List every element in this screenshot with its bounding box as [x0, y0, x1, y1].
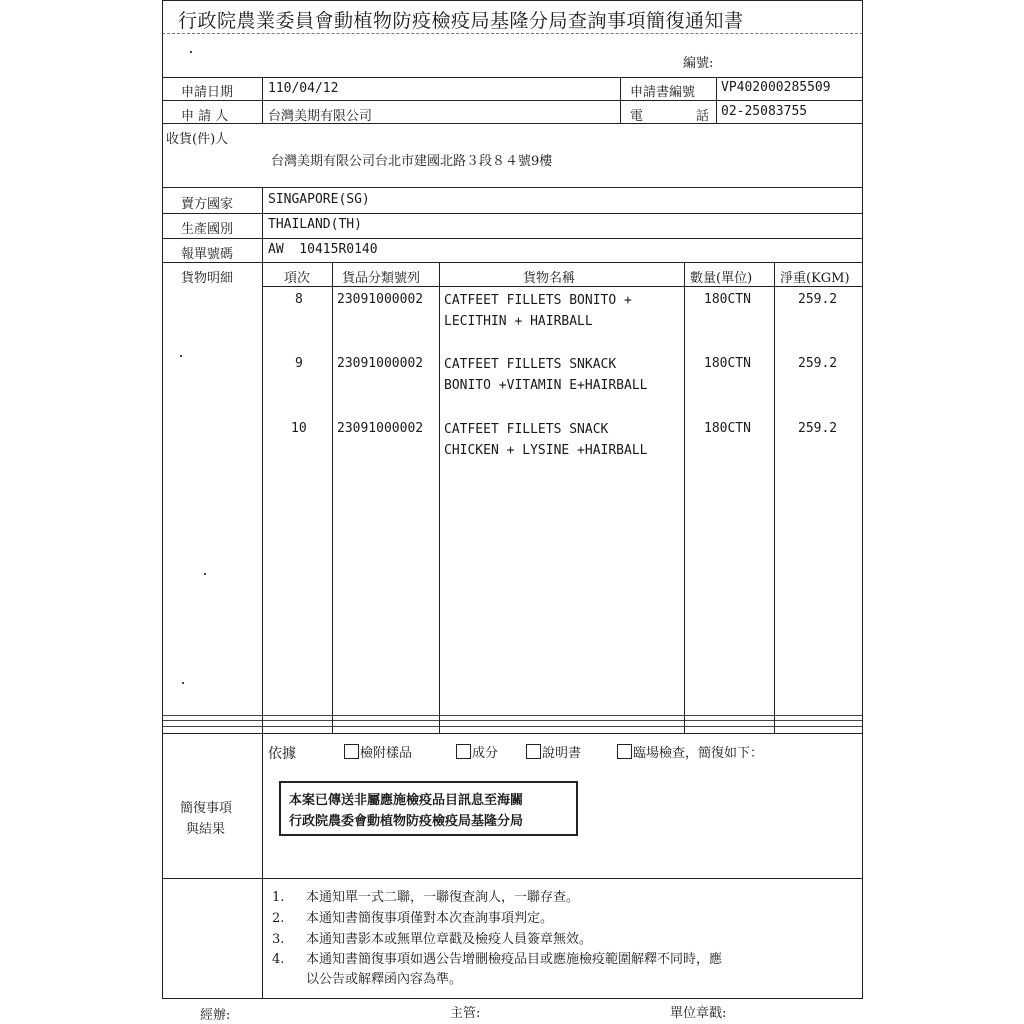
consignee-value: 台灣美期有限公司台北市建國北路３段８４號9樓 [271, 154, 553, 169]
goods-header-name: 貨物名稱 [523, 271, 576, 286]
rule [262, 187, 263, 998]
note-text: 本通知書簡復事項如遇公告增刪檢疫品目或應施檢疫範圍解釋不同時，應 [306, 952, 723, 967]
checkbox[interactable] [526, 744, 541, 759]
result-stamp [279, 781, 578, 836]
page-title: 行政院農業委員會動植物防疫檢疫局基隆分局查詢事項簡復通知書 [178, 10, 744, 32]
goods-row-name-line2: BONITO +VITAMIN E+HAIRBALL [444, 378, 648, 393]
goods-row-qty: 180CTN [704, 356, 751, 371]
note-item [272, 928, 592, 947]
form-no-value: VP402000285509 [721, 80, 831, 95]
option-manual: 說明書 [526, 742, 581, 761]
rule [162, 213, 863, 214]
signature-handler: 經辦: [200, 1008, 231, 1023]
goods-row-weight: 259.2 [798, 356, 838, 371]
rule [332, 262, 333, 733]
rule [162, 238, 863, 239]
goods-row-item: 8 [295, 292, 303, 307]
rule [262, 77, 263, 123]
goods-row-name-line1: CATFEET FILLETS SNACK [444, 422, 609, 437]
seller-country-value: SINGAPORE(SG) [268, 192, 370, 207]
note-item [272, 948, 722, 967]
checkbox[interactable] [344, 744, 359, 759]
goods-row-code: 23091000002 [337, 356, 424, 371]
signature-supervisor: 主管: [450, 1006, 481, 1021]
reply-label-line1: 簡復事項 [180, 801, 233, 816]
applicant-value: 台灣美期有限公司 [268, 109, 373, 124]
checkbox[interactable] [456, 744, 471, 759]
option-inspection: 臨場檢查，簡復如下： [617, 742, 763, 761]
note-text: 以公告或解釋函內容為準。 [306, 972, 463, 987]
goods-row-name-line1: CATFEET FILLETS BONITO + [444, 293, 632, 308]
speck [190, 51, 192, 53]
stamp-line1: 本案已傳送非屬應施檢疫品目訊息至海關 [289, 793, 524, 808]
rule [162, 720, 863, 721]
rule [162, 715, 863, 716]
speck [182, 682, 184, 684]
goods-label: 貨物明細 [181, 271, 234, 286]
note-item [272, 907, 553, 926]
rule [162, 733, 863, 734]
rule [162, 187, 863, 188]
form-no-label: 申請書編號 [630, 85, 696, 100]
rule [620, 77, 621, 123]
goods-row-item: 9 [295, 356, 303, 371]
goods-header-weight: 淨重(KGM) [780, 271, 850, 286]
reply-label-line2: 與結果 [186, 822, 226, 837]
rule [716, 77, 717, 123]
border-top [162, 0, 863, 1]
rule [439, 262, 440, 733]
speck [180, 355, 182, 357]
rule [162, 998, 863, 999]
border-right [862, 0, 863, 998]
rule [162, 77, 863, 78]
basis-label: 依據 [268, 746, 296, 762]
rule [774, 262, 775, 733]
apply-date-label: 申請日期 [181, 85, 234, 100]
option-ingredient: 成分 [456, 742, 498, 761]
phone-label-b: 話 [696, 109, 710, 124]
phone-label-a: 電 [630, 109, 644, 124]
note-item [272, 886, 579, 905]
stamp-line2: 行政院農委會動植物防疫檢疫局基隆分局 [289, 814, 524, 829]
note-num: 2. [272, 911, 285, 926]
declaration-no-value: AW 10415R0140 [268, 242, 378, 257]
phone-value: 02-25083755 [721, 104, 808, 119]
apply-date-value: 110/04/12 [268, 81, 339, 96]
goods-row-code: 23091000002 [337, 421, 424, 436]
goods-row-name-line2: CHICKEN + LYSINE +HAIRBALL [444, 443, 648, 458]
note-text: 本通知書簡復事項僅對本次查詢事項判定。 [306, 911, 554, 926]
goods-row-item: 10 [291, 421, 307, 436]
note-text: 本通知單一式二聯，一聯復查詢人，一聯存查。 [306, 890, 580, 905]
option-sample: 檢附樣品 [344, 742, 412, 761]
goods-header-code: 貨品分類號列 [342, 271, 421, 286]
note-num: 1. [272, 890, 285, 905]
goods-header-item: 項次 [284, 271, 311, 286]
goods-row-weight: 259.2 [798, 421, 838, 436]
goods-row-weight: 259.2 [798, 292, 838, 307]
border-left [162, 0, 163, 998]
goods-row-name-line1: CATFEET FILLETS SNKACK [444, 357, 617, 372]
speck [204, 573, 206, 575]
rule [162, 878, 863, 879]
goods-row-code: 23091000002 [337, 292, 424, 307]
applicant-label: 申 請 人 [181, 109, 229, 124]
goods-row-qty: 180CTN [704, 292, 751, 307]
goods-header-qty: 數量(單位) [690, 271, 753, 286]
note-item [272, 968, 462, 987]
rule [162, 262, 863, 263]
goods-row-name [444, 354, 648, 396]
rule [262, 286, 863, 287]
rule-title [162, 33, 863, 34]
checkbox[interactable] [617, 744, 632, 759]
goods-row-name [444, 419, 648, 461]
signature-unit-seal: 單位章戳: [670, 1006, 727, 1021]
origin-label: 生產國別 [181, 222, 234, 237]
rule [684, 262, 685, 733]
declaration-no-label: 報單號碼 [181, 247, 234, 262]
goods-row-name [444, 290, 632, 332]
goods-row-name-line2: LECITHIN + HAIRBALL [444, 314, 593, 329]
origin-value: THAILAND(TH) [268, 217, 362, 232]
note-text: 本通知書影本或無單位章戳及檢疫人員簽章無效。 [306, 932, 593, 947]
consignee-label: 收貨(件)人 [166, 132, 229, 147]
note-num: 4. [272, 952, 285, 967]
note-num: 3. [272, 932, 285, 947]
goods-row-qty: 180CTN [704, 421, 751, 436]
rule [162, 726, 863, 727]
seller-country-label: 賣方國家 [181, 197, 234, 212]
rule [162, 100, 863, 101]
serial-label: 編號: [683, 56, 714, 71]
